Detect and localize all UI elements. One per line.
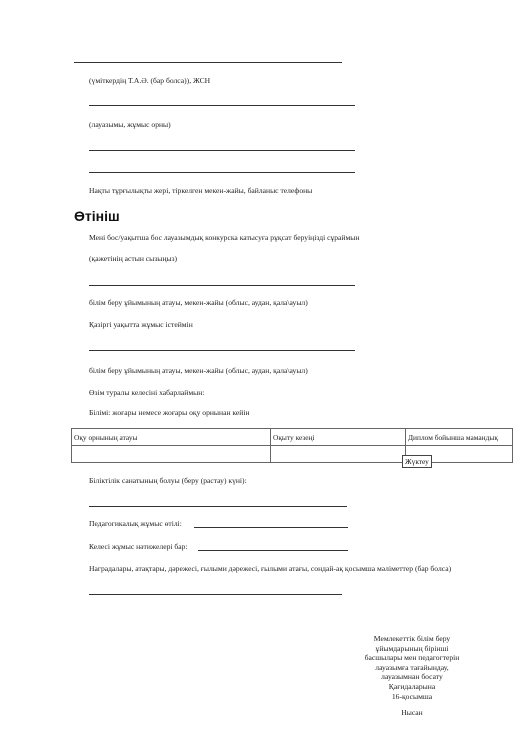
teaching-experience-label: Педагогикалық жұмыс өтілі:	[89, 519, 182, 528]
position-caption: (лауазымы, жұмыс орны)	[89, 120, 171, 129]
corner-note-line: Мемлекеттік білім беру	[373, 634, 451, 643]
residence-line-1	[89, 150, 355, 151]
about-me-label: Өзім туралы келесіні хабарлаймын:	[89, 388, 205, 397]
results-line	[198, 550, 348, 551]
results-label: Келесі жұмыс нәтижелері бар:	[89, 542, 188, 551]
document-title: Өтініш	[74, 208, 120, 224]
teaching-experience-line	[194, 527, 348, 528]
table-cell-period[interactable]	[271, 446, 406, 463]
awards-label: Наградалары, атақтары, дәрежесі, ғылыми дәрежесі, ғылыми атағы, сондай-ақ қосымша мәліметтер (бар болса)	[89, 564, 452, 573]
residence-caption: Нақты тұрғылықты жері, тіркелген мекен-жайы, байланыс телефоны	[89, 186, 313, 195]
organization-caption-2: білім беру ұйымының атауы, мекен-жайы (облыс, аудан, қала\ауыл)	[89, 366, 308, 375]
corner-note-line: лауазымнан босату	[381, 672, 443, 682]
residence-line-2	[89, 172, 355, 173]
position-line	[89, 105, 355, 106]
awards-line	[89, 594, 342, 595]
organization-line-2	[89, 350, 355, 351]
corner-note-line: 16-қосымша	[391, 691, 433, 701]
education-label: Білімі: жоғары немесе жоғары оқу орнынан кейін	[89, 408, 250, 417]
request-note: (қажетінің астын сызыңыз)	[89, 254, 178, 263]
table-header-row	[72, 429, 513, 446]
organization-caption-1: білім беру ұйымының атауы, мекен-жайы (облыс, аудан, қала\ауыл)	[89, 298, 308, 307]
request-text: Мені бос/уақытша бос лауазымдық конкурска катысуға рұқсат беруіңізді сұраймын	[89, 233, 360, 242]
corner-note-line: басшылары мен педагогтерін	[364, 653, 460, 663]
table-header-period: Оқыту кезеңі	[271, 429, 406, 446]
qualification-line	[89, 506, 347, 507]
table-row	[72, 446, 513, 463]
education-table	[71, 428, 513, 463]
download-button[interactable]: Жүктеу	[402, 455, 432, 468]
qualification-label: Біліктілік санатының болуы (беру (растау) күні):	[89, 476, 247, 485]
corner-note-line: Қағидаларына	[388, 681, 436, 691]
table-header-institution: Оқу орнының атауы	[72, 429, 271, 446]
form-label: Нысан	[401, 708, 423, 718]
corner-note-line: лауазымға тағайындау,	[375, 662, 449, 672]
corner-note-line: ұйымдарының бірінші	[375, 643, 449, 653]
applicant-name-caption: (үміткердің Т.А.Ә. (бар болса)), ЖСН	[89, 76, 211, 85]
table-header-specialty: Диплом бойынша мамандық	[406, 429, 513, 446]
organization-line-1	[89, 285, 355, 286]
applicant-name-line	[74, 62, 342, 63]
corner-note	[357, 634, 467, 718]
current-work-label: Қазіргі уақытта жұмыс істеймін	[89, 320, 193, 329]
table-cell-institution[interactable]	[72, 446, 271, 463]
